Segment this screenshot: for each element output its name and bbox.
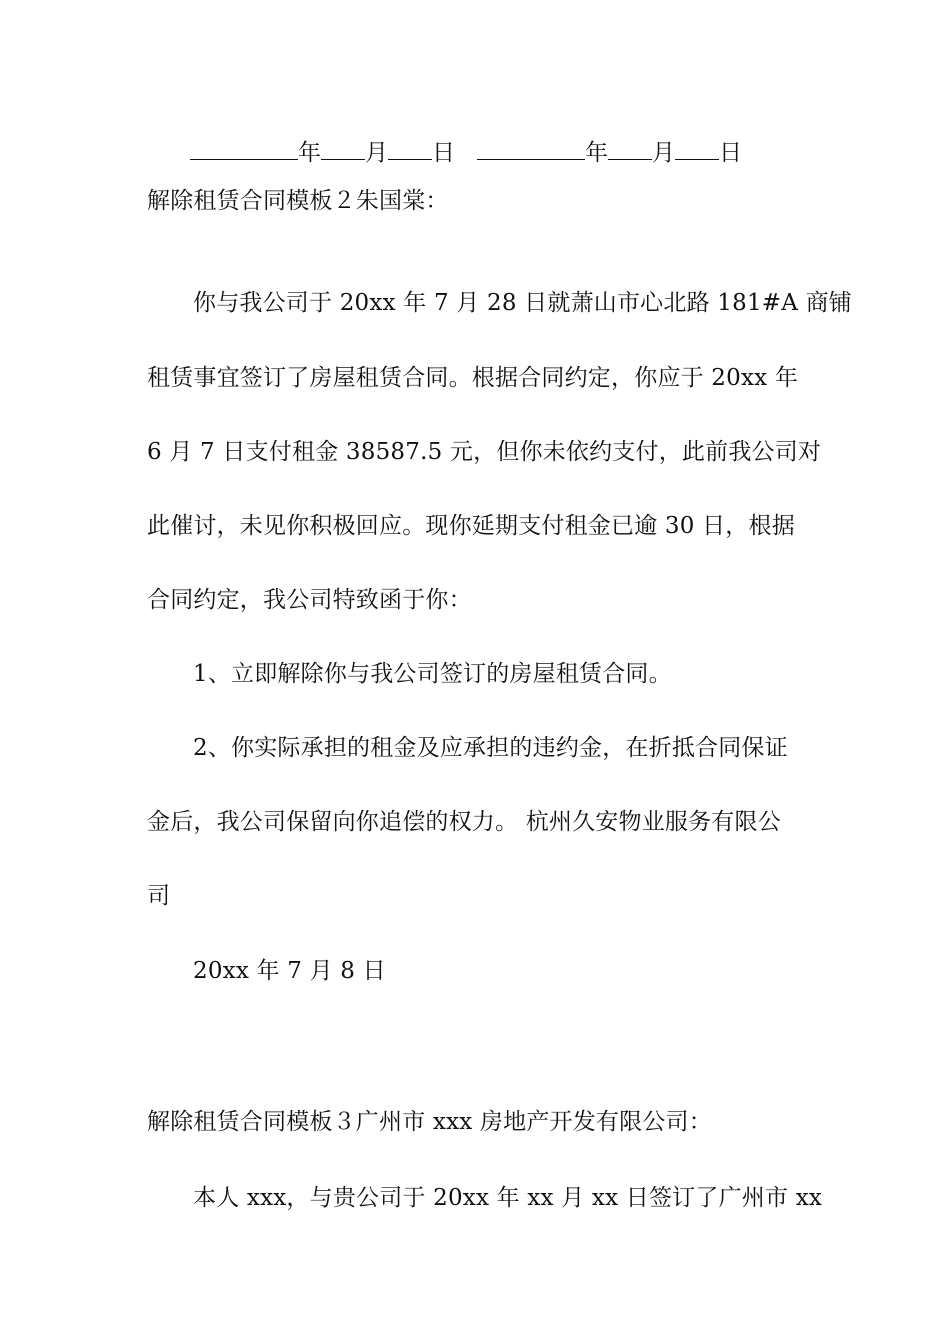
month-label-left: 月 — [365, 140, 388, 166]
year-blank-right — [477, 137, 585, 160]
day-label-left: 日 — [432, 140, 455, 166]
template-3-heading: 解除租赁合同模板３广州市 xxx 房地产开发有限公司： — [147, 1109, 712, 1135]
month-label-right: 月 — [652, 140, 675, 166]
day-blank-right — [675, 137, 719, 160]
month-blank-right — [608, 137, 652, 160]
month-blank-left — [321, 137, 365, 160]
day-label-right: 日 — [719, 140, 742, 166]
year-label-right: 年 — [585, 140, 608, 166]
signature-date-row — [190, 137, 742, 168]
list-item-2: 2、你实际承担的租金及应承担的违约金，在折抵合同保证 — [193, 735, 788, 761]
year-blank-left — [190, 137, 298, 160]
year-label-left: 年 — [298, 140, 321, 166]
paragraph-line: 金后，我公司保留向你追偿的权力。 杭州久安物业服务有限公 — [147, 809, 781, 835]
list-item-1: 1、立即解除你与我公司签订的房屋租赁合同。 — [193, 661, 672, 687]
letter-date: 20xx 年 7 月 8 日 — [193, 958, 386, 984]
paragraph-line: 合同约定，我公司特致函于你： — [147, 587, 472, 613]
paragraph-line: 本人 xxx，与贵公司于 20xx 年 xx 月 xx 日签订了广州市 xx — [193, 1185, 823, 1211]
paragraph-line: 租赁事宜签订了房屋租赁合同。根据合同约定，你应于 20xx 年 — [147, 365, 799, 391]
paragraph-line: 你与我公司于 20xx 年 7 月 28 日就萧山市心北路 181#A 商铺 — [193, 290, 852, 316]
paragraph-line: 此催讨，未见你积极回应。现你延期支付租金已逾 30 日，根据 — [147, 513, 795, 539]
template-2-heading: 解除租赁合同模板２朱国棠： — [147, 188, 449, 214]
day-blank-left — [388, 137, 432, 160]
paragraph-line: 司 — [147, 883, 171, 909]
paragraph-line: 6 月 7 日支付租金 38587.5 元，但你未依约支付，此前我公司对 — [147, 439, 822, 465]
